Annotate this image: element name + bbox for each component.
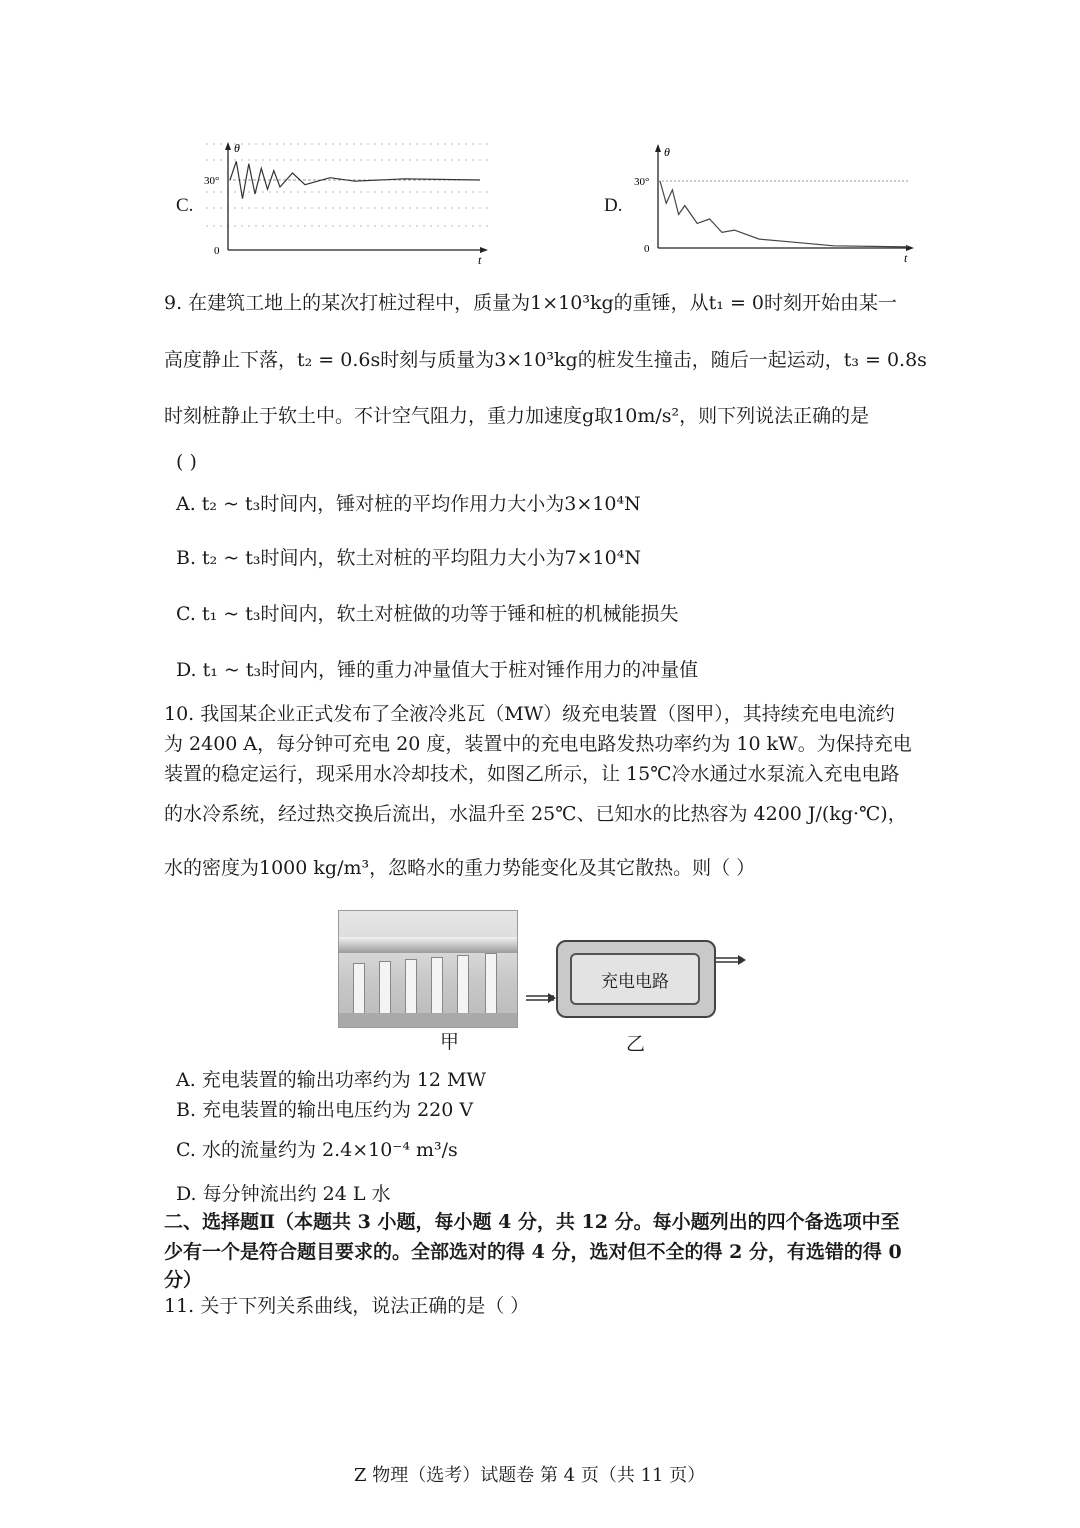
q10-option-b: B. 充电装置的输出电压约为 220 V xyxy=(176,1099,474,1121)
fig-a-caption: 甲 xyxy=(440,1031,460,1053)
chart-c xyxy=(198,140,498,270)
q10-line5: 水的密度为1000 kg/m³，忽略水的重力势能变化及其它散热。则（ ） xyxy=(164,857,756,879)
q9-line3: 时刻桩静止于软土中。不计空气阻力，重力加速度g取10m/s²，则下列说法正确的是 xyxy=(164,405,870,427)
q9-line1: 9. 在建筑工地上的某次打桩过程中，质量为1×10³kg的重锤，从t₁ = 0时刻开始由某一 xyxy=(164,292,897,314)
charging-station-photo xyxy=(338,910,518,1028)
q9-option-a: A. t₂ ~ t₃时间内，锤对桩的平均作用力大小为3×10⁴N xyxy=(176,493,641,515)
chart-d xyxy=(628,140,918,270)
chart-c-origin: 0 xyxy=(214,245,220,257)
section2-line3: 分） xyxy=(164,1269,203,1291)
q10-option-a: A. 充电装置的输出功率约为 12 MW xyxy=(176,1069,487,1091)
q9-line2: 高度静止下落，t₂ = 0.6s时刻与质量为3×10³kg的桩发生撞击，随后一起运动，t₃ = 0.8s xyxy=(164,349,927,371)
q10-line2: 为 2400 A，每分钟可充电 20 度，装置中的充电电路发热功率约为 10 kW。为保持充电 xyxy=(164,733,912,755)
q9-option-d: D. t₁ ~ t₃时间内，锤的重力冲量值大于桩对锤作用力的冲量值 xyxy=(176,659,699,681)
q10-option-c: C. 水的流量约为 2.4×10⁻⁴ m³/s xyxy=(176,1139,458,1161)
section2-line1: 二、选择题Ⅱ（本题共 3 小题，每小题 4 分，共 12 分。每小题列出的四个备选项中至 xyxy=(164,1211,900,1233)
q10-line3: 装置的稳定运行，现采用水冷却技术，如图乙所示，让 15℃冷水通过水泵流入充电电路 xyxy=(164,763,900,785)
q9-option-b: B. t₂ ~ t₃时间内，软土对桩的平均阻力大小为7×10⁴N xyxy=(176,547,641,569)
charging-circuit-box: 充电电路 xyxy=(570,953,700,1005)
option-c-label: C. xyxy=(176,195,194,216)
q9-bracket: ( ) xyxy=(176,451,197,473)
q11-line1: 11. 关于下列关系曲线，说法正确的是（ ） xyxy=(164,1295,530,1317)
option-d-label: D. xyxy=(604,195,623,216)
chart-d-ytick: 30° xyxy=(634,176,650,188)
page-footer: Z 物理（选考）试题卷 第 4 页（共 11 页） xyxy=(354,1465,706,1486)
chart-d-curve xyxy=(660,181,908,247)
water-cooling-system xyxy=(556,940,716,1018)
chart-d-xlabel: t xyxy=(904,251,908,265)
q10-line1: 10. 我国某企业正式发布了全液冷兆瓦（MW）级充电装置（图甲），其持续充电电流约 xyxy=(164,703,895,725)
chart-c-xlabel: t xyxy=(478,253,482,267)
chart-d-ylabel: θ xyxy=(664,145,670,159)
q10-option-d: D. 每分钟流出约 24 L 水 xyxy=(176,1183,391,1205)
chart-c-ylabel: θ xyxy=(234,141,240,155)
chart-d-origin: 0 xyxy=(644,243,650,255)
section2-line2: 少有一个是符合题目要求的。全部选对的得 4 分，选对但不全的得 2 分，有选错的得 0 xyxy=(164,1241,902,1263)
q10-line4: 的水冷系统，经过热交换后流出，水温升至 25℃、已知水的比热容为 4200 J/(kg·℃)， xyxy=(164,803,907,825)
chart-c-ytick: 30° xyxy=(204,175,220,187)
q9-option-c: C. t₁ ~ t₃时间内，软土对桩做的功等于锤和桩的机械能损失 xyxy=(176,603,679,625)
fig-b-caption: 乙 xyxy=(626,1033,646,1055)
